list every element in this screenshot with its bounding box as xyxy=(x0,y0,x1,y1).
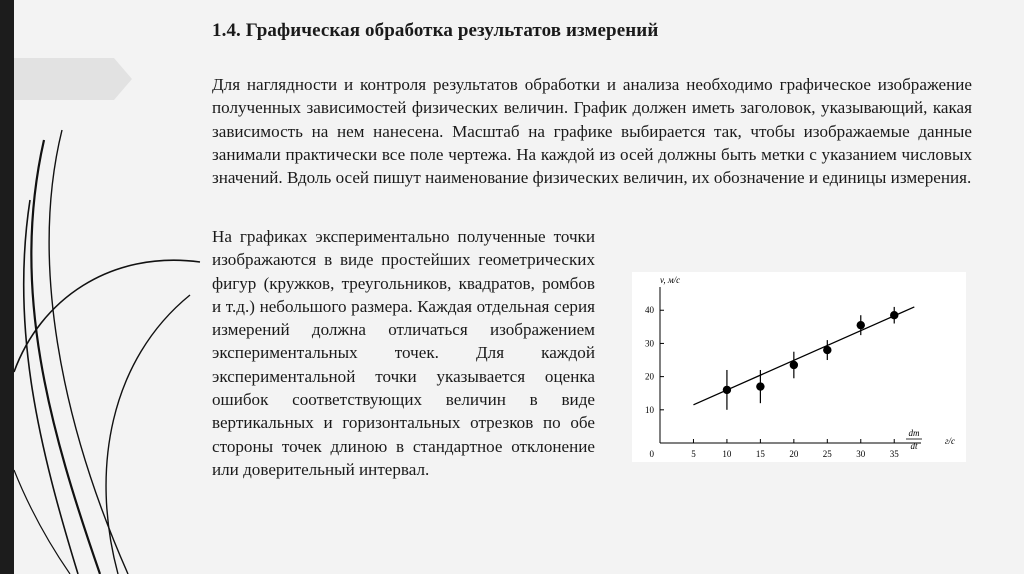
swoosh-line xyxy=(49,130,128,574)
data-point xyxy=(723,386,731,394)
chart-points xyxy=(723,307,899,410)
y-axis-label: v, м/с xyxy=(660,275,681,285)
x-axis-unit: г/с xyxy=(944,436,956,446)
intro-paragraph: Для наглядности и контроля результатов обработки и анализа необходимо графическое изображение полученных зависимостей физических величин. График должен иметь заголовок, указывающий, какая зависимость на нем нанесена. Масштаб на графике выбирается так, чтобы изображаемые данные занимали практически все поле чертежа. На каждой из осей должны быть метки с указанием числовых значений. Вдоль осей пишут наименование физических величин, их обозначение и единицы измерения. xyxy=(212,75,972,188)
origin-label: 0 xyxy=(649,449,654,459)
points-paragraph: На графиках экспериментально полученные точки изображаются в виде простейших геометрических фигур (кружков, треугольников, квадратов, ромбов и т.д.) небольшого размера. Каждая отдельная серия измерений должна отличаться изображением экспериментальных точек. Для каждой экспериментальной точки указывается оценка ошибок соответствующих величин в виде вертикальных и горизонтальных отрезков по обе стороны точек длиною в стандартное отклонение или доверительный интервал. xyxy=(212,227,595,479)
slide-title: 1.4. Графическая обработка результатов измерений xyxy=(212,20,659,41)
y-tick-label: 10 xyxy=(645,404,654,415)
x-tick-label: 5 xyxy=(691,449,696,459)
data-point xyxy=(857,321,865,329)
y-tick-label: 40 xyxy=(645,305,654,316)
data-point xyxy=(756,382,764,390)
swoosh-line xyxy=(31,140,100,574)
data-point xyxy=(890,311,898,319)
swoosh-line xyxy=(106,295,190,574)
x-axis-label-denominator: dt xyxy=(910,441,918,451)
chart-labels xyxy=(650,275,956,459)
y-tick-label: 30 xyxy=(645,338,654,349)
x-tick-label: 35 xyxy=(889,449,899,459)
y-tick-label: 20 xyxy=(645,371,654,382)
x-tick-label: 10 xyxy=(722,449,732,459)
data-point xyxy=(823,346,831,354)
swoosh-line xyxy=(14,260,200,372)
x-tick-label: 20 xyxy=(789,449,799,459)
x-tick-label: 25 xyxy=(822,449,832,459)
section-arrow-shape xyxy=(14,58,134,100)
x-tick-label: 15 xyxy=(755,449,765,459)
swoosh-line xyxy=(14,470,70,574)
x-tick-label: 30 xyxy=(856,449,866,459)
scatter-chart xyxy=(632,272,966,462)
x-axis-label-numerator: dm xyxy=(908,428,920,438)
data-point xyxy=(790,361,798,369)
chart-panel xyxy=(632,272,966,462)
